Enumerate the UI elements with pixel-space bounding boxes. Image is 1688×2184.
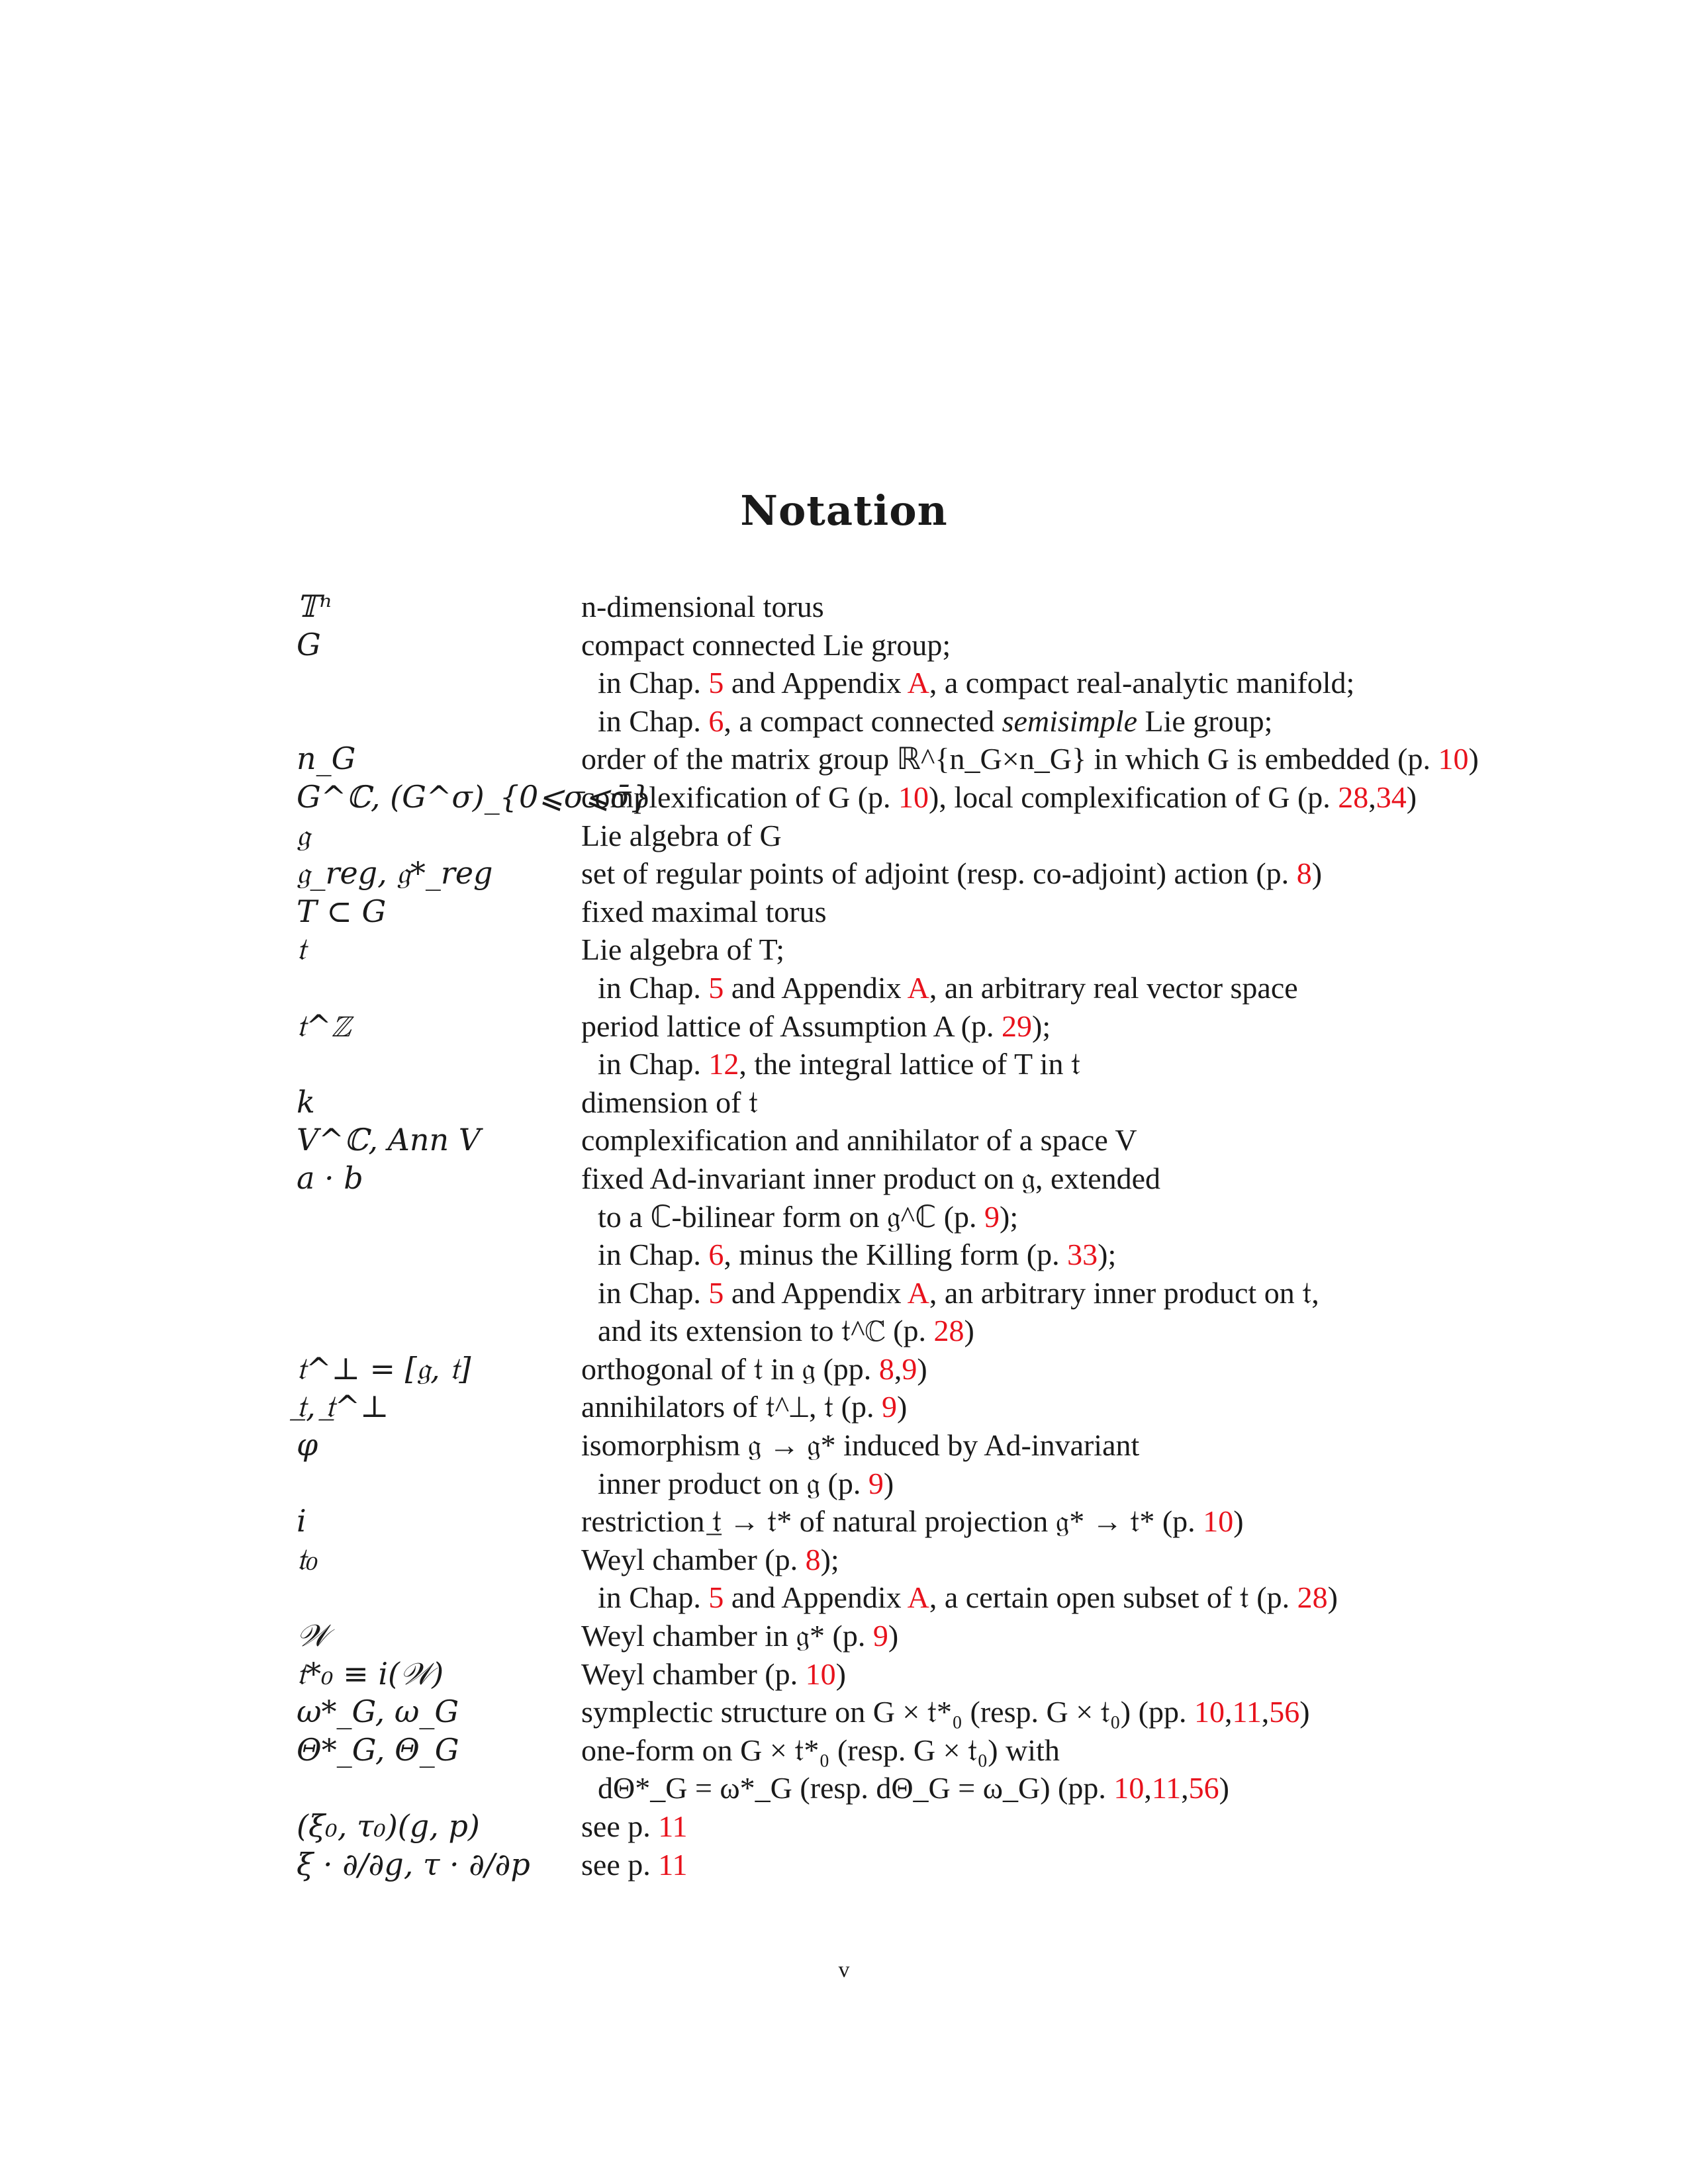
notation-description [581,1160,1160,1198]
cross-reference-link[interactable]: A [907,666,929,700]
notation-symbol: k [297,1083,315,1120]
cross-reference-link[interactable]: 9 [902,1351,917,1386]
notation-row [297,854,1554,893]
notation-symbol: G [297,626,321,662]
notation-symbol: V^ℂ, Ann V [297,1122,481,1158]
notation-symbol: 𝔱₀ [297,1541,318,1577]
cross-reference-link[interactable]: 5 [708,1580,724,1615]
notation-description [598,1274,1319,1312]
notation-row [297,1502,1554,1541]
description-text: in Chap. [598,970,709,1005]
cross-reference-link[interactable]: 6 [708,1238,724,1272]
description-text: fixed Ad-invariant inner product on 𝔤, extended [581,1161,1161,1195]
notation-row [297,893,1554,931]
notation-description [598,1465,894,1503]
description-text: , a compact real-analytic manifold; [929,666,1355,700]
notation-symbol: i [297,1503,306,1539]
notation-row [297,1426,1554,1465]
notation-symbol: 𝔱^ℤ [297,1007,351,1044]
description-text: in Chap. [598,1238,709,1272]
description-text: ) [835,1657,846,1691]
notation-symbol: 𝔤 [297,817,310,853]
notation-row [297,778,1554,817]
cross-reference-link[interactable]: 10 [1438,742,1469,776]
description-text: compact connected Lie group; [581,627,951,662]
notation-row [297,1274,1554,1312]
description-text: isomorphism 𝔤 → 𝔤* induced by Ad-invariant [581,1428,1140,1463]
cross-reference-link[interactable]: 28 [1338,780,1369,814]
cross-reference-link[interactable]: 11 [1232,1695,1262,1729]
notation-row [297,1465,1554,1503]
description-text: in Chap. [598,1580,709,1615]
notation-row [297,1655,1554,1694]
notation-row [297,1578,1554,1617]
description-text: ) [883,1466,894,1500]
description-text: n-dimensional torus [581,590,824,623]
notation-symbol: 𝒲 [297,1617,329,1654]
cross-reference-link[interactable]: 10 [1113,1771,1145,1805]
description-text: restriction 𝔱̲ → 𝔱* of natural projection 𝔤* → 𝔱* (p. [581,1504,1203,1539]
description-text: , the integral lattice of T in 𝔱 [739,1047,1081,1081]
notation-description [581,1083,758,1122]
notation-symbol: a · b [297,1160,363,1196]
notation-symbol: n_G [297,741,356,777]
description-text: and Appendix [724,970,908,1005]
notation-row [297,1693,1554,1731]
notation-row [297,664,1554,702]
cross-reference-link[interactable]: 33 [1067,1238,1098,1272]
notation-description [581,1426,1139,1465]
description-text: ) [896,1390,908,1424]
description-text: ) [1327,1580,1338,1615]
notation-description [581,1731,1060,1770]
notation-row [297,1007,1554,1046]
description-text: ) [1219,1771,1229,1805]
notation-description [598,1312,974,1350]
notation-row [297,1083,1554,1122]
notation-description [581,1693,1310,1731]
description-text: ), local complexification of G (p. [929,780,1338,814]
description-text: period lattice of Assumption A (p. [581,1009,1002,1043]
cross-reference-link[interactable]: 5 [708,666,724,700]
notation-description [581,1655,846,1694]
cross-reference-link[interactable]: 28 [933,1314,964,1348]
cross-reference-link[interactable]: 12 [708,1047,739,1081]
description-text: , [1144,1771,1152,1805]
description-text: ) [964,1314,974,1348]
description-text: ); [1032,1009,1051,1043]
description-text: see p. [581,1809,659,1843]
notation-row [297,588,1554,626]
cross-reference-link[interactable]: 5 [708,970,724,1005]
notation-row [297,1312,1554,1350]
notation-description [581,588,824,626]
cross-reference-link[interactable]: A [907,1580,929,1615]
page-number: v [838,1958,850,1982]
description-text: Weyl chamber (p. [581,1657,806,1691]
description-text: Weyl chamber (p. [581,1542,806,1576]
notation-description [581,1541,839,1579]
notation-description [581,1007,1051,1046]
notation-row [297,1617,1554,1655]
description-text: complexification and annihilator of a space V [581,1123,1137,1158]
cross-reference-link[interactable]: 10 [898,780,929,814]
description-text: , [1224,1695,1233,1729]
description-text: dimension of 𝔱 [581,1085,759,1119]
cross-reference-link[interactable]: 28 [1297,1580,1328,1615]
notation-symbol: 𝔱 [297,931,306,968]
cross-reference-link[interactable]: 8 [878,1351,894,1386]
cross-reference-link[interactable]: 10 [1194,1695,1225,1729]
cross-reference-link[interactable]: 34 [1376,780,1407,814]
notation-symbol: 𝔱^⊥ = [𝔤, 𝔱] [297,1350,471,1387]
cross-reference-link[interactable]: 5 [708,1275,724,1310]
notation-description [581,1846,688,1884]
description-text: ) [1311,856,1323,891]
notation-description [581,1388,907,1426]
description-text: in Chap. [598,704,709,738]
description-text: , [894,1351,902,1386]
notation-description [581,817,782,855]
cross-reference-link[interactable]: 8 [1296,856,1312,891]
notation-symbol: (ξ₀, τ₀)(g, p) [297,1808,480,1844]
cross-reference-link[interactable]: 9 [984,1199,1000,1234]
description-text: see p. [581,1847,659,1882]
description-text: in Chap. [598,1275,709,1310]
notation-symbol: 𝔱̲, 𝔱̲^⊥ [297,1388,389,1425]
notation-symbol: T ⊂ G [297,893,387,929]
notation-symbol: 𝔤_reg, 𝔤*_reg [297,855,493,891]
description-text: ) [888,1619,899,1653]
notation-description [581,1617,898,1655]
description-text: , an arbitrary inner product on 𝔱, [929,1275,1319,1310]
description-text: ) [1233,1504,1244,1539]
description-text: and its extension to 𝔱^ℂ (p. [598,1314,934,1348]
notation-description [581,1121,1137,1160]
description-text: fixed maximal torus [581,894,827,929]
cross-reference-link[interactable]: A [907,1275,929,1310]
cross-reference-link[interactable]: 9 [872,1619,888,1653]
description-text: and Appendix [724,1580,908,1615]
notation-description [581,1807,688,1846]
notation-row [297,1045,1554,1083]
description-text: one-form on G × 𝔱*₀ (resp. G × 𝔱₀) with [581,1733,1060,1767]
emphasis-text: semisimple [1002,704,1137,738]
notation-row [297,1160,1554,1198]
description-text: ) [917,1351,927,1386]
notation-description [581,626,951,664]
notation-description [581,893,826,931]
cross-reference-link[interactable]: 11 [658,1847,688,1882]
description-text: Lie algebra of T; [581,933,784,967]
notation-symbol: ξ · ∂/∂g, τ · ∂/∂p [297,1846,530,1882]
cross-reference-link[interactable]: 10 [805,1657,836,1691]
cross-reference-link[interactable]: 9 [868,1466,884,1500]
description-text: Lie group; [1137,704,1273,738]
notation-description [581,778,1417,817]
description-text: set of regular points of adjoint (resp. co-adjoint) action (p. [581,856,1297,891]
notation-description [598,1769,1229,1807]
notation-symbol: Θ*_G, Θ_G [297,1731,459,1768]
cross-reference-link[interactable]: 10 [1203,1504,1234,1539]
notation-row [297,969,1554,1007]
notation-row [297,1731,1554,1770]
notation-description [598,1198,1018,1236]
cross-reference-link[interactable]: 11 [1151,1771,1182,1805]
description-text: in Chap. [598,666,709,700]
description-text: ) [1468,742,1479,776]
description-text: ) [1299,1695,1310,1729]
description-text: orthogonal of 𝔱 in 𝔤 (pp. [581,1351,879,1386]
description-text: , [1368,780,1376,814]
description-text: , an arbitrary real vector space [929,970,1298,1005]
description-text: and Appendix [724,1275,908,1310]
description-text: symplectic structure on G × 𝔱*₀ (resp. G × 𝔱₀) (pp. [581,1695,1194,1729]
page-title: Notation [740,486,948,535]
notation-row [297,931,1554,969]
cross-reference-link[interactable]: 6 [708,704,724,738]
notation-row [297,1121,1554,1160]
description-text: , [1261,1695,1270,1729]
notation-symbol: 𝔱*₀ ≡ i(𝒲) [297,1655,444,1692]
notation-symbol: ω*_G, ω_G [297,1694,459,1730]
cross-reference-link[interactable]: A [907,970,929,1005]
notation-description [581,931,784,969]
cross-reference-link[interactable]: 56 [1188,1771,1219,1805]
notation-description [581,1502,1244,1541]
description-text: dΘ*_G = ω*_G (resp. dΘ_G = ω_G) (pp. [598,1771,1114,1805]
notation-row [297,817,1554,855]
cross-reference-link[interactable]: 9 [881,1390,897,1424]
notation-symbol: G^ℂ, (G^σ)_{0⩽σ⩽σ̄} [297,778,651,815]
notation-list [297,588,1554,1884]
description-text: ); [1000,1199,1019,1234]
notation-row [297,702,1554,741]
notation-row [297,1846,1554,1884]
description-text: , a compact connected [724,704,1002,738]
notation-row [297,1350,1554,1388]
description-text: Weyl chamber in 𝔤* (p. [581,1619,873,1653]
notation-description [598,1578,1338,1617]
cross-reference-link[interactable]: 11 [658,1809,688,1843]
description-text: , [1181,1771,1189,1805]
description-text: complexification of G (p. [581,780,899,814]
notation-row [297,740,1554,778]
description-text: , a certain open subset of 𝔱 (p. [929,1580,1297,1615]
description-text: ); [820,1542,839,1576]
notation-description [598,702,1272,741]
notation-row [297,1769,1554,1807]
description-text: and Appendix [724,666,908,700]
description-text: ); [1098,1238,1117,1272]
notation-description [581,1350,927,1388]
notation-row [297,1236,1554,1274]
description-text: in Chap. [598,1047,709,1081]
description-text: , minus the Killing form (p. [724,1238,1068,1272]
cross-reference-link[interactable]: 29 [1002,1009,1032,1043]
notation-description [598,969,1298,1007]
cross-reference-link[interactable]: 8 [805,1542,821,1576]
notation-description [581,740,1479,778]
notation-description [598,1236,1116,1274]
description-text: ) [1406,780,1417,814]
description-text: to a ℂ-bilinear form on 𝔤^ℂ (p. [598,1199,985,1234]
description-text: Lie algebra of G [581,818,782,852]
notation-row [297,1541,1554,1579]
notation-row [297,1388,1554,1426]
notation-symbol: φ [297,1427,318,1463]
notation-description [581,854,1322,893]
description-text: inner product on 𝔤 (p. [598,1466,868,1500]
notation-description [598,664,1354,702]
notation-row [297,1198,1554,1236]
notation-symbol: 𝕋ⁿ [297,588,332,624]
notation-description [598,1045,1080,1083]
description-text: order of the matrix group ℝ^{n_G×n_G} in which G is embedded (p. [581,742,1438,776]
notation-row [297,1807,1554,1846]
description-text: annihilators of 𝔱^⊥, 𝔱 (p. [581,1390,882,1424]
cross-reference-link[interactable]: 56 [1269,1695,1300,1729]
notation-row [297,626,1554,664]
